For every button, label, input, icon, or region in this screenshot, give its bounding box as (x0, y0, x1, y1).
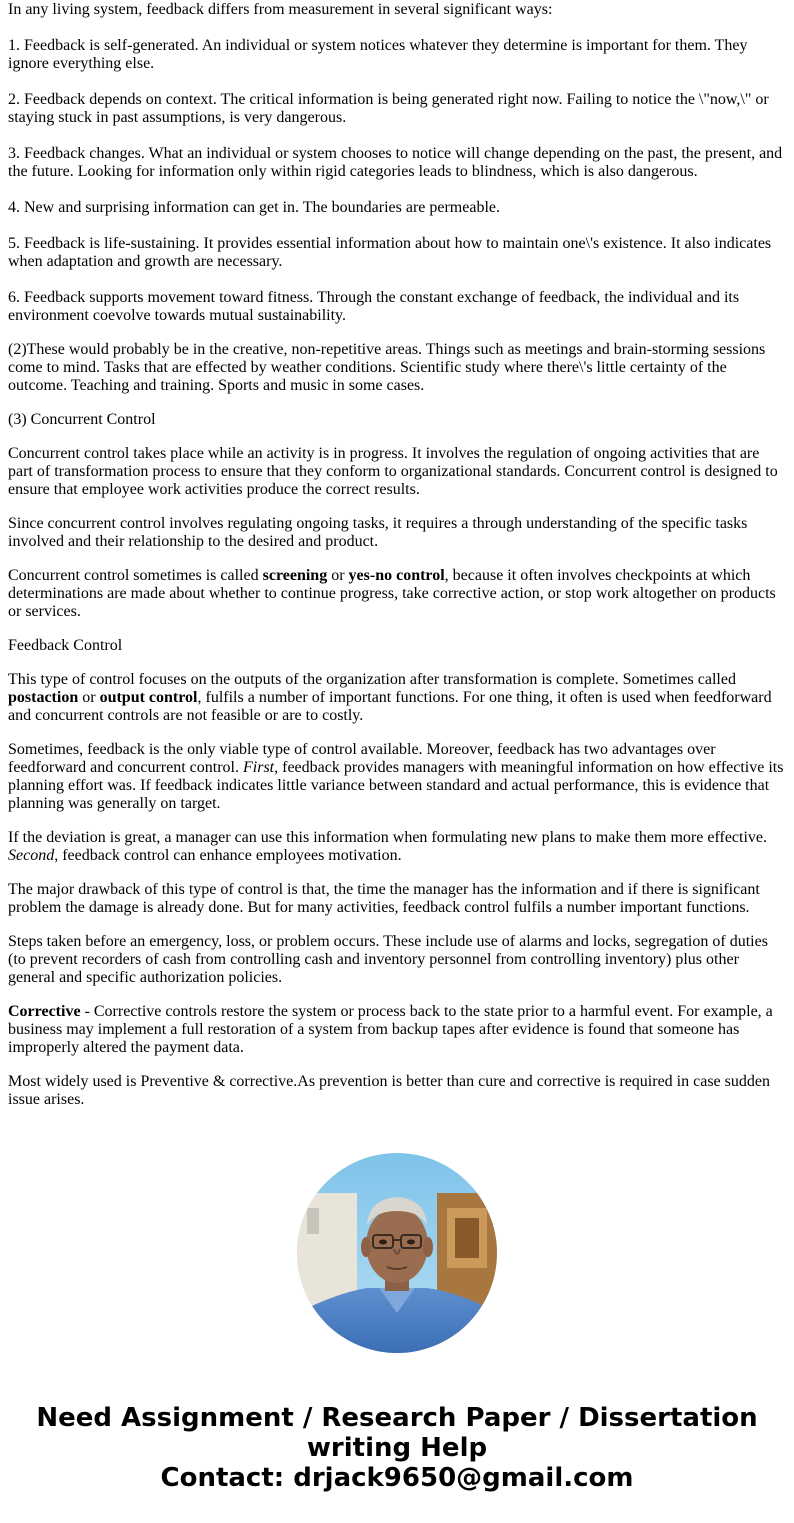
feedback-paragraph-3 (8, 829, 786, 865)
feedback-paragraph-1 (8, 671, 786, 725)
cta-line-1: Need Assignment / Research Paper / Dissertation (36, 1403, 758, 1433)
contact-banner (0, 1403, 794, 1493)
feedback-paragraph-5: Steps taken before an emergency, loss, or problem occurs. These include use of alarms and locks, segregation of duties (to prevent recorders of cash from controlling cash and inventory personnel from controlling inventory) plus other general and specific authorization policies. (8, 933, 768, 986)
cta-contact-email: Contact: drjack9650@gmail.com (160, 1463, 634, 1493)
concurrent-p3-text-c: or (327, 567, 349, 584)
document-body (8, 1, 786, 1125)
concurrent-p3-text-d: , because it often involves checkpoints at which determinations are made about whether to continue progress, take corrective action, or stop work altogether on products or services. (8, 567, 776, 620)
corrective-text: - Corrective controls restore the system or process back to the state prior to a harmful event. For example, a business may implement a full restoration of a system from backup tapes after evidence is found that someone has improperly altered the payment data. (8, 1003, 773, 1056)
intro-lead: In any living system, feedback differs from measurement in several significant ways: (8, 1, 553, 18)
cta-line-2: writing Help (306, 1433, 488, 1463)
feedback-p1-text-d: , fulfils a number of important functions. For one thing, it often is used when feedforward and concurrent controls are not feasible or are to costly. (8, 689, 772, 724)
feedback-point-4: 4. New and surprising information can get in. The boundaries are permeable. (8, 199, 500, 216)
feedback-p3-text-b: , feedback control can enhance employees motivation. (54, 847, 402, 864)
feedback-p1-text-c: or (78, 689, 100, 706)
feedback-point-1: 1. Feedback is self-generated. An individual or system notices whatever they determine is important for them. They ignore everything else. (8, 37, 748, 72)
term-corrective: Corrective (8, 1003, 81, 1020)
concurrent-paragraph-2: Since concurrent control involves regulating ongoing tasks, it requires a through understanding of the specific tasks involved and their relationship to the desired and product. (8, 515, 748, 550)
closing-paragraph: Most widely used is Preventive & corrective.As prevention is better than cure and corrective is required in case sudden issue arises. (8, 1073, 770, 1108)
feedback-control-heading: Feedback Control (8, 637, 123, 654)
feedback-point-2: 2. Feedback depends on context. The critical information is being generated right now. Failing to notice the \"now,\" or staying stuck in past assumptions, is very dangerous. (8, 91, 769, 126)
feedback-p1-text-a: This type of control focuses on the outputs of the organization after transformation is complete. Sometimes called (8, 671, 736, 688)
concurrent-paragraph-3 (8, 567, 786, 621)
feedback-point-3: 3. Feedback changes. What an individual or system chooses to notice will change depending on the past, the present, and the future. Looking for information only within rigid categories leads to blindness, which is also dangerous. (8, 145, 783, 180)
feedback-p2-text-b: , feedback provides managers with meaningful information on how effective its planning effort was. If feedback indicates little variance between standard and actual performance, this is evidence that planning was generally on target. (8, 759, 784, 812)
feedback-p3-text-a: If the deviation is great, a manager can use this information when formulating new plans to make them more effective. (8, 829, 768, 846)
feedback-paragraph-4: The major drawback of this type of control is that, the time the manager has the information and if there is significant problem the damage is already done. But for many activities, feedback control fulfils a number important functions. (8, 881, 760, 916)
term-screening: screening (262, 567, 328, 584)
feedback-point-5: 5. Feedback is life-sustaining. It provides essential information about how to maintain one\'s existence. It also indicates when adaptation and growth are necessary. (8, 235, 772, 270)
corrective-paragraph (8, 1003, 786, 1057)
term-second: Second (8, 847, 55, 864)
term-first: First (243, 759, 275, 776)
term-output-control: output control (99, 689, 198, 706)
concurrent-p3-text-a: Concurrent control sometimes is called (8, 567, 263, 584)
author-photo (297, 1153, 497, 1353)
author-portrait-image (297, 1153, 497, 1353)
concurrent-paragraph-1: Concurrent control takes place while an activity is in progress. It involves the regulation of ongoing activities that are part of transformation process to ensure that they conform to organizational standards. Concurrent control is designed to ensure that employee work activities produce the correct results. (8, 445, 778, 498)
term-postaction: postaction (8, 689, 79, 706)
feedback-point-6: 6. Feedback supports movement toward fitness. Through the constant exchange of feedback, the individual and its environment coevolve towards mutual sustainability. (8, 289, 740, 324)
feedback-p2-text-a: Sometimes, feedback is the only viable type of control available. Moreover, feedback has two advantages over feedforward and concurrent control. (8, 741, 716, 776)
concurrent-control-heading: (3) Concurrent Control (8, 411, 156, 428)
feedback-paragraph-2 (8, 741, 786, 813)
section-2-paragraph: (2)These would probably be in the creative, non-repetitive areas. Things such as meetings and brain-storming sessions come to mind. Tasks that are effected by weather conditions. Scientific study where there\'s little certainty of the outcome. Teaching and training. Sports and music in some cases. (8, 341, 766, 394)
term-yes-no-control: yes-no control (348, 567, 445, 584)
